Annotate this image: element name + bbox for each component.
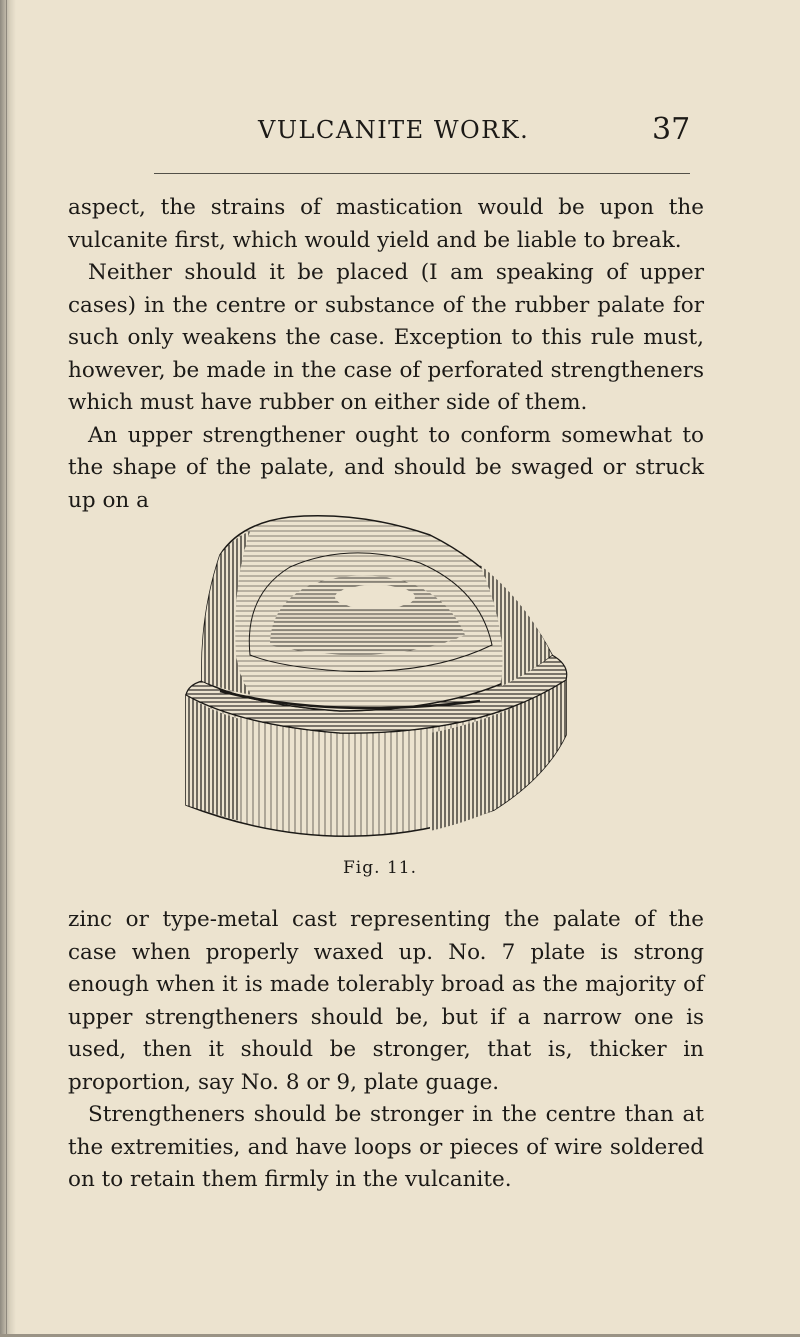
paragraph: Neither should it be placed (I am speaking of upper cases) in the centre or substance of the rubber palate for such only weakens the case. Exception to this rule must, however, be made in the case of perforated strengtheners which must have rubber on either side of them. (68, 260, 704, 415)
body-text-bottom (68, 904, 704, 1197)
palate-cast-drawing (180, 505, 580, 855)
page-gutter-shadow (0, 0, 16, 1337)
paragraph: aspect, the strains of mastication would be upon the vulcanite first, which would yield and be liable to break. (68, 195, 704, 253)
header-rule (154, 173, 690, 174)
figure-caption: Fig. 11. (343, 858, 417, 878)
figure-11-illustration (180, 505, 580, 855)
page-number: 37 (652, 112, 691, 147)
paragraph: Strengtheners should be stronger in the centre than at the extremities, and have loops or pieces of wire soldered on to retain them firmly in the vulcanite. (68, 1102, 704, 1192)
page-gutter-line (6, 0, 7, 1337)
cast-highlight (335, 585, 415, 609)
page-header (0, 112, 800, 152)
running-head: VULCANITE WORK. (258, 116, 530, 144)
paragraph: An upper strengthener ought to conform somewhat to the shape of the palate, and should be swaged or struck up on a (68, 422, 704, 513)
body-text-top (68, 192, 704, 517)
paragraph: zinc or type-metal cast representing the palate of the case when properly waxed up. No. 7 plate is strong enough when it is made tolerably broad as the majority of upper strengtheners should be, but if a narrow one is used, then it should be stronger, that is, thicker in proportion, say No. 8 or 9, plate guage. (68, 907, 704, 1095)
